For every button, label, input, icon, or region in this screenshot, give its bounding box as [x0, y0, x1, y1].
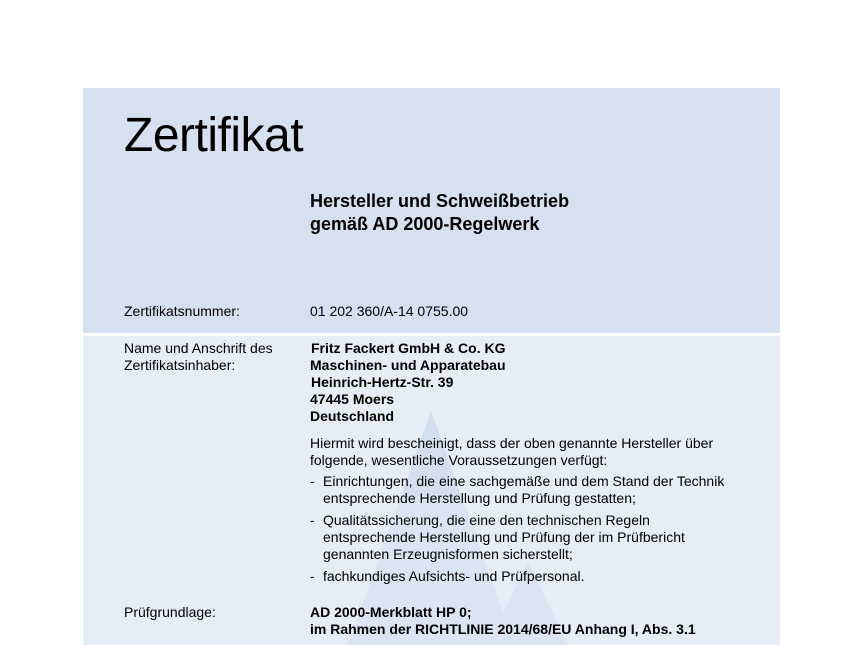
list-item [310, 473, 730, 507]
requirement-text: fachkundiges Aufsichts- und Prüfpersonal. [323, 568, 585, 584]
holder-city: 47445 Moers [310, 391, 395, 407]
holder-label-line-1: Name und Anschrift des [124, 340, 273, 356]
certification-statement [310, 435, 730, 590]
certificate-heading [310, 190, 569, 236]
holder-country: Deutschland [310, 408, 395, 424]
test-basis-value [310, 604, 696, 638]
certificate-number-value: 01 202 360/A-14 0755.00 [310, 303, 469, 319]
holder-division: Maschinen- und Apparatebau [310, 357, 506, 373]
page-title: Zertifikat [124, 109, 304, 162]
holder-street: Heinrich-Hertz-Str. 39 [311, 374, 454, 390]
holder-label [124, 340, 273, 374]
holder-address [310, 340, 506, 425]
list-dash: - [310, 473, 315, 489]
heading-line-2: gemäß AD 2000-Regelwerk [310, 214, 540, 234]
list-dash: - [310, 512, 315, 528]
test-basis-label: Prüfgrundlage: [124, 604, 216, 620]
list-dash: - [310, 568, 315, 584]
statement-intro: Hiermit wird bescheinigt, dass der oben genannte Hersteller über folgende, wesentliche Voraussetzungen verfügt: [310, 435, 714, 468]
requirements-list [310, 473, 730, 585]
test-basis-line-1: AD 2000-Merkblatt HP 0; [310, 604, 472, 620]
list-item [310, 568, 730, 585]
heading-line-1: Hersteller und Schweißbetrieb [310, 191, 570, 211]
certificate-number-label: Zertifikatsnummer: [124, 303, 240, 319]
test-basis-line-2: im Rahmen der RICHTLINIE 2014/68/EU Anhang I, Abs. 3.1 [310, 621, 696, 637]
list-item [310, 512, 730, 563]
holder-label-line-2: Zertifikatsinhaber: [124, 357, 236, 373]
requirement-text: Qualitätssicherung, die eine den technischen Regeln entsprechende Herstellung und Prüfung der im Prüfbericht genannten Erzeugnisformen sicherstellt; [323, 512, 685, 562]
holder-name: Fritz Fackert GmbH & Co. KG [311, 340, 506, 356]
requirement-text: Einrichtungen, die eine sachgemäße und dem Stand der Technik entsprechende Herstellung und Prüfung gestatten; [323, 473, 725, 506]
